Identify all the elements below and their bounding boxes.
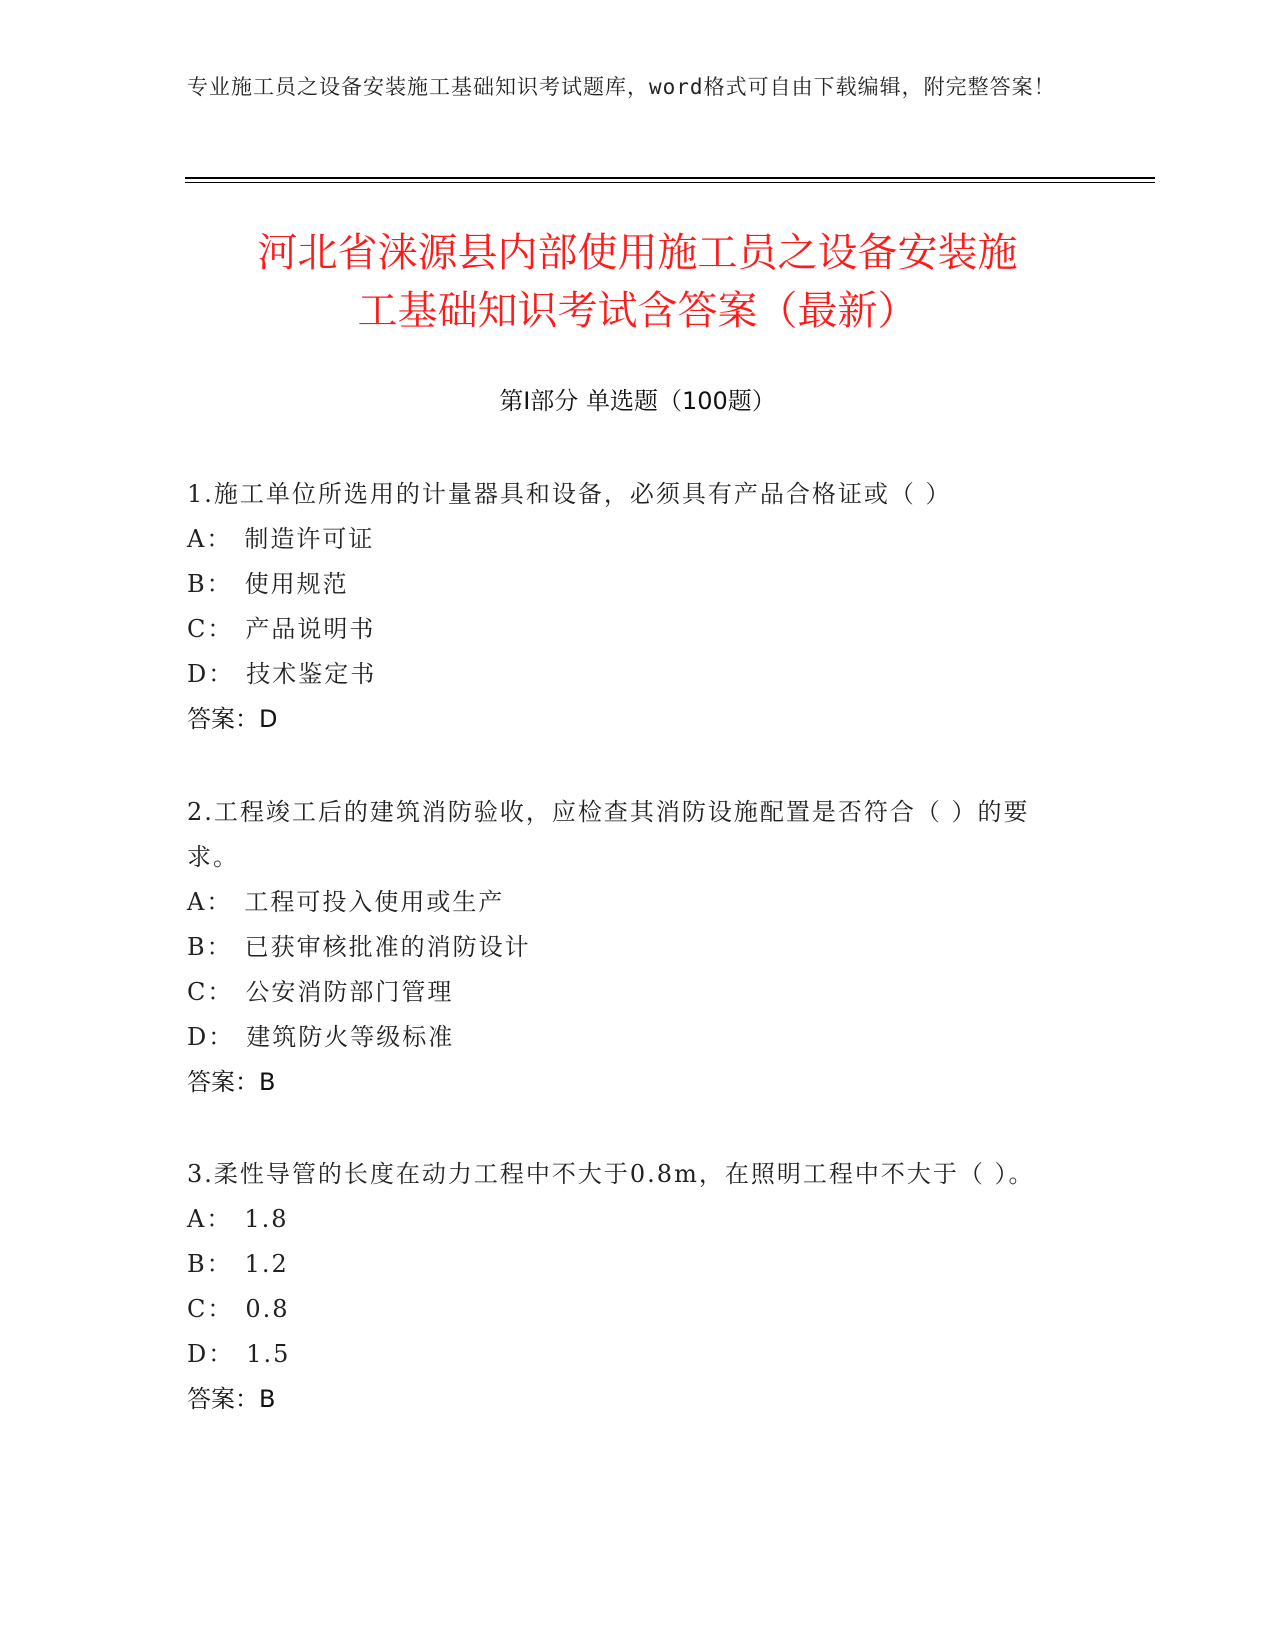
document-title-line-1: 河北省涞源县内部使用施工员之设备安装施 (257, 230, 1018, 276)
option-key: B： (187, 1250, 233, 1278)
question-1 (187, 472, 1067, 742)
question-2 (187, 790, 1067, 1105)
option-a (187, 1197, 1067, 1242)
option-text: 使用规范 (244, 570, 349, 598)
option-key: A： (187, 1205, 233, 1233)
option-key: C： (187, 978, 234, 1006)
header-note: 专业施工员之设备安装施工基础知识考试题库，word格式可自由下载编辑，附完整答案！ (187, 75, 1056, 99)
option-c (187, 970, 1067, 1015)
option-b (187, 925, 1067, 970)
option-text: 0.8 (245, 1295, 290, 1323)
answer: 答案：B (187, 1385, 276, 1413)
option-a (187, 517, 1067, 562)
option-key: C： (187, 615, 234, 643)
option-text: 1.5 (246, 1340, 291, 1368)
option-b (187, 562, 1067, 607)
option-key: A： (187, 888, 233, 916)
option-d (187, 1332, 1067, 1377)
section-heading: 第Ⅰ部分 单选题（100题） (499, 387, 776, 415)
option-text: 技术鉴定书 (246, 660, 377, 688)
option-text: 公安消防部门管理 (245, 978, 454, 1006)
question-3 (187, 1152, 1067, 1422)
header-rule-thin (185, 182, 1155, 183)
question-stem: 3.柔性导管的长度在动力工程中不大于0.8m，在照明工程中不大于（ ）。 (187, 1160, 1035, 1188)
option-key: A： (187, 525, 233, 553)
option-text: 1.8 (244, 1205, 289, 1233)
option-text: 工程可投入使用或生产 (244, 888, 505, 916)
option-d (187, 652, 1067, 697)
option-text: 制造许可证 (244, 525, 375, 553)
document-title-line-2: 工基础知识考试含答案（最新） (357, 288, 918, 334)
option-d (187, 1015, 1067, 1060)
option-text: 1.2 (244, 1250, 289, 1278)
option-key: C： (187, 1295, 234, 1323)
answer: 答案：B (187, 1068, 276, 1096)
question-stem: 1.施工单位所选用的计量器具和设备，必须具有产品合格证或（ ） (187, 480, 952, 508)
option-key: B： (187, 933, 233, 961)
option-c (187, 1287, 1067, 1332)
option-a (187, 880, 1067, 925)
option-text: 产品说明书 (245, 615, 376, 643)
option-c (187, 607, 1067, 652)
question-stem: 2.工程竣工后的建筑消防验收，应检查其消防设施配置是否符合（ ）的要求。 (187, 798, 1030, 871)
option-text: 建筑防火等级标准 (246, 1023, 455, 1051)
option-b (187, 1242, 1067, 1287)
answer: 答案：D (187, 705, 278, 733)
option-key: D： (187, 660, 235, 688)
option-key: D： (187, 1023, 235, 1051)
option-key: D： (187, 1340, 235, 1368)
option-key: B： (187, 570, 233, 598)
option-text: 已获审核批准的消防设计 (244, 933, 531, 961)
document-title (120, 224, 1155, 340)
header-rule-thick (185, 177, 1155, 179)
